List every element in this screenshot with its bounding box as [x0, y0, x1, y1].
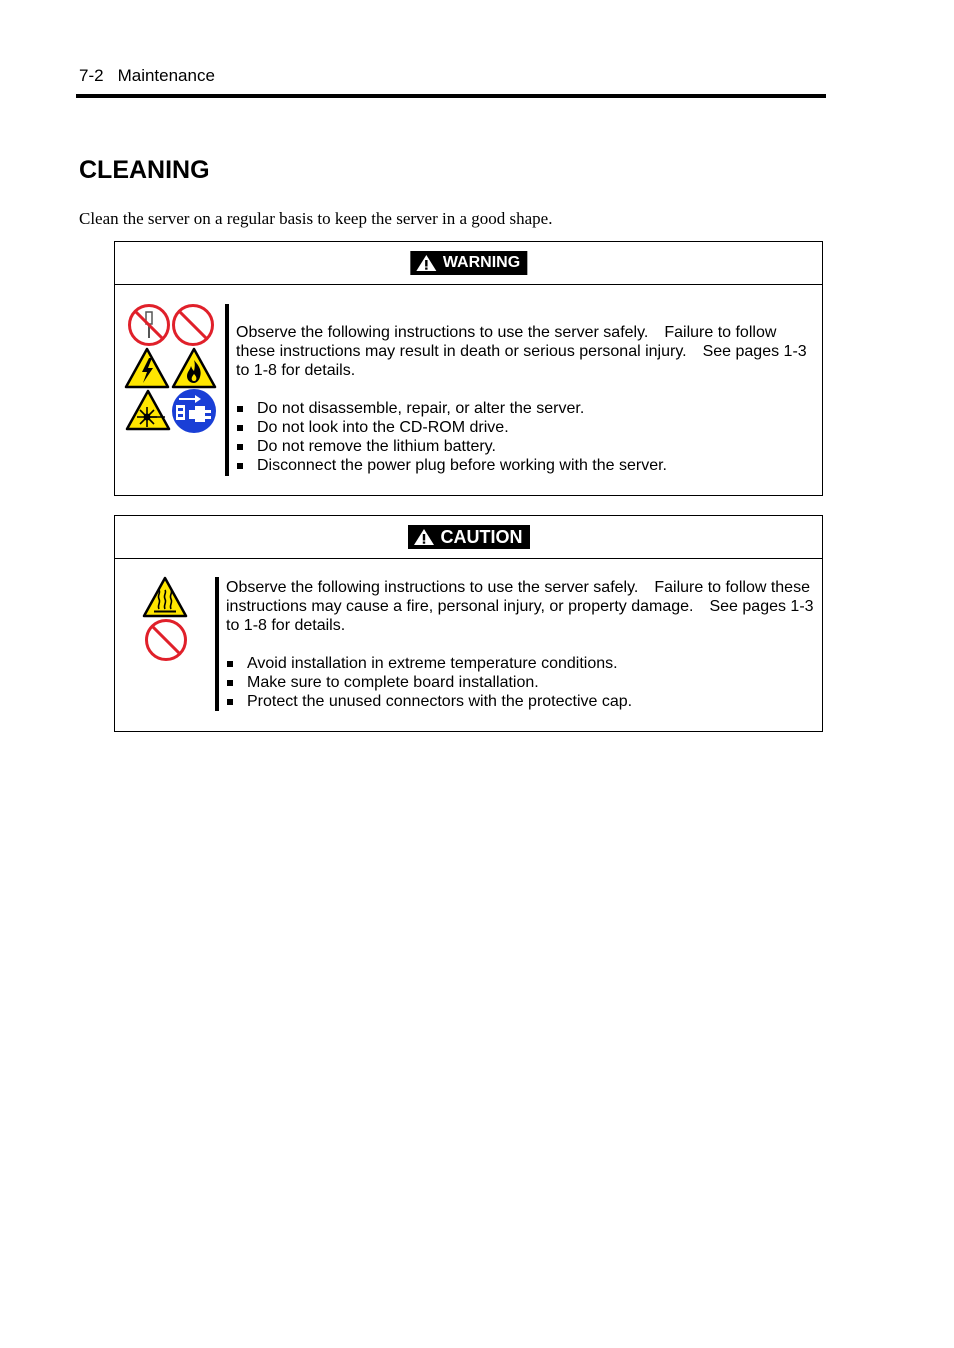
prohibited-icon	[171, 303, 215, 347]
caution-badge	[408, 525, 530, 549]
warning-badge	[410, 251, 527, 275]
warning-intro: Observe the following instructions to use the server safely. Failure to follow these instructions may result in death or serious personal injury. See pages 1-3 to 1-8 for details.	[236, 324, 807, 379]
intro-paragraph: Clean the server on a regular basis to keep the server in a good shape.	[79, 209, 553, 228]
fire-hazard-icon	[171, 347, 217, 389]
caution-text	[226, 578, 816, 711]
list-item: Protect the unused connectors with the protective cap.	[226, 692, 816, 711]
caution-list	[226, 654, 816, 711]
section-number: 7-2	[79, 66, 104, 85]
caution-side-bar	[215, 577, 219, 711]
page-header	[79, 66, 215, 86]
warning-text	[236, 323, 816, 475]
electric-shock-icon	[124, 347, 170, 389]
page-title: CLEANING	[79, 156, 210, 184]
laser-hazard-icon	[125, 389, 171, 431]
list-item: Do not remove the lithium battery.	[236, 437, 816, 456]
prohibited-icon	[144, 618, 188, 662]
caution-box-header	[115, 516, 822, 559]
header-rule	[76, 94, 826, 98]
caution-box	[114, 515, 823, 732]
warning-list	[236, 399, 816, 475]
list-item: Make sure to complete board installation.	[226, 673, 816, 692]
caution-intro: Observe the following instructions to use the server safely. Failure to follow these instructions may cause a fire, personal injury, or property damage. See pages 1-3 to 1-8 for details.	[226, 579, 814, 634]
list-item: Do not disassemble, repair, or alter the server.	[236, 399, 816, 418]
warning-box	[114, 241, 823, 496]
section-title: Maintenance	[117, 66, 215, 85]
warning-label: WARNING	[442, 254, 521, 271]
warning-box-body	[115, 285, 822, 495]
warning-box-header	[115, 242, 822, 285]
caution-box-body	[115, 559, 822, 731]
list-item: Avoid installation in extreme temperature conditions.	[226, 654, 816, 673]
alert-triangle-icon	[413, 528, 435, 546]
alert-triangle-icon	[415, 254, 437, 272]
no-disassembly-icon	[127, 303, 171, 347]
unplug-icon	[171, 388, 217, 434]
list-item: Do not look into the CD-ROM drive.	[236, 418, 816, 437]
warning-side-bar	[225, 304, 229, 476]
hot-surface-icon	[142, 576, 188, 618]
caution-label: CAUTION	[440, 527, 523, 547]
list-item: Disconnect the power plug before working with the server.	[236, 456, 816, 475]
